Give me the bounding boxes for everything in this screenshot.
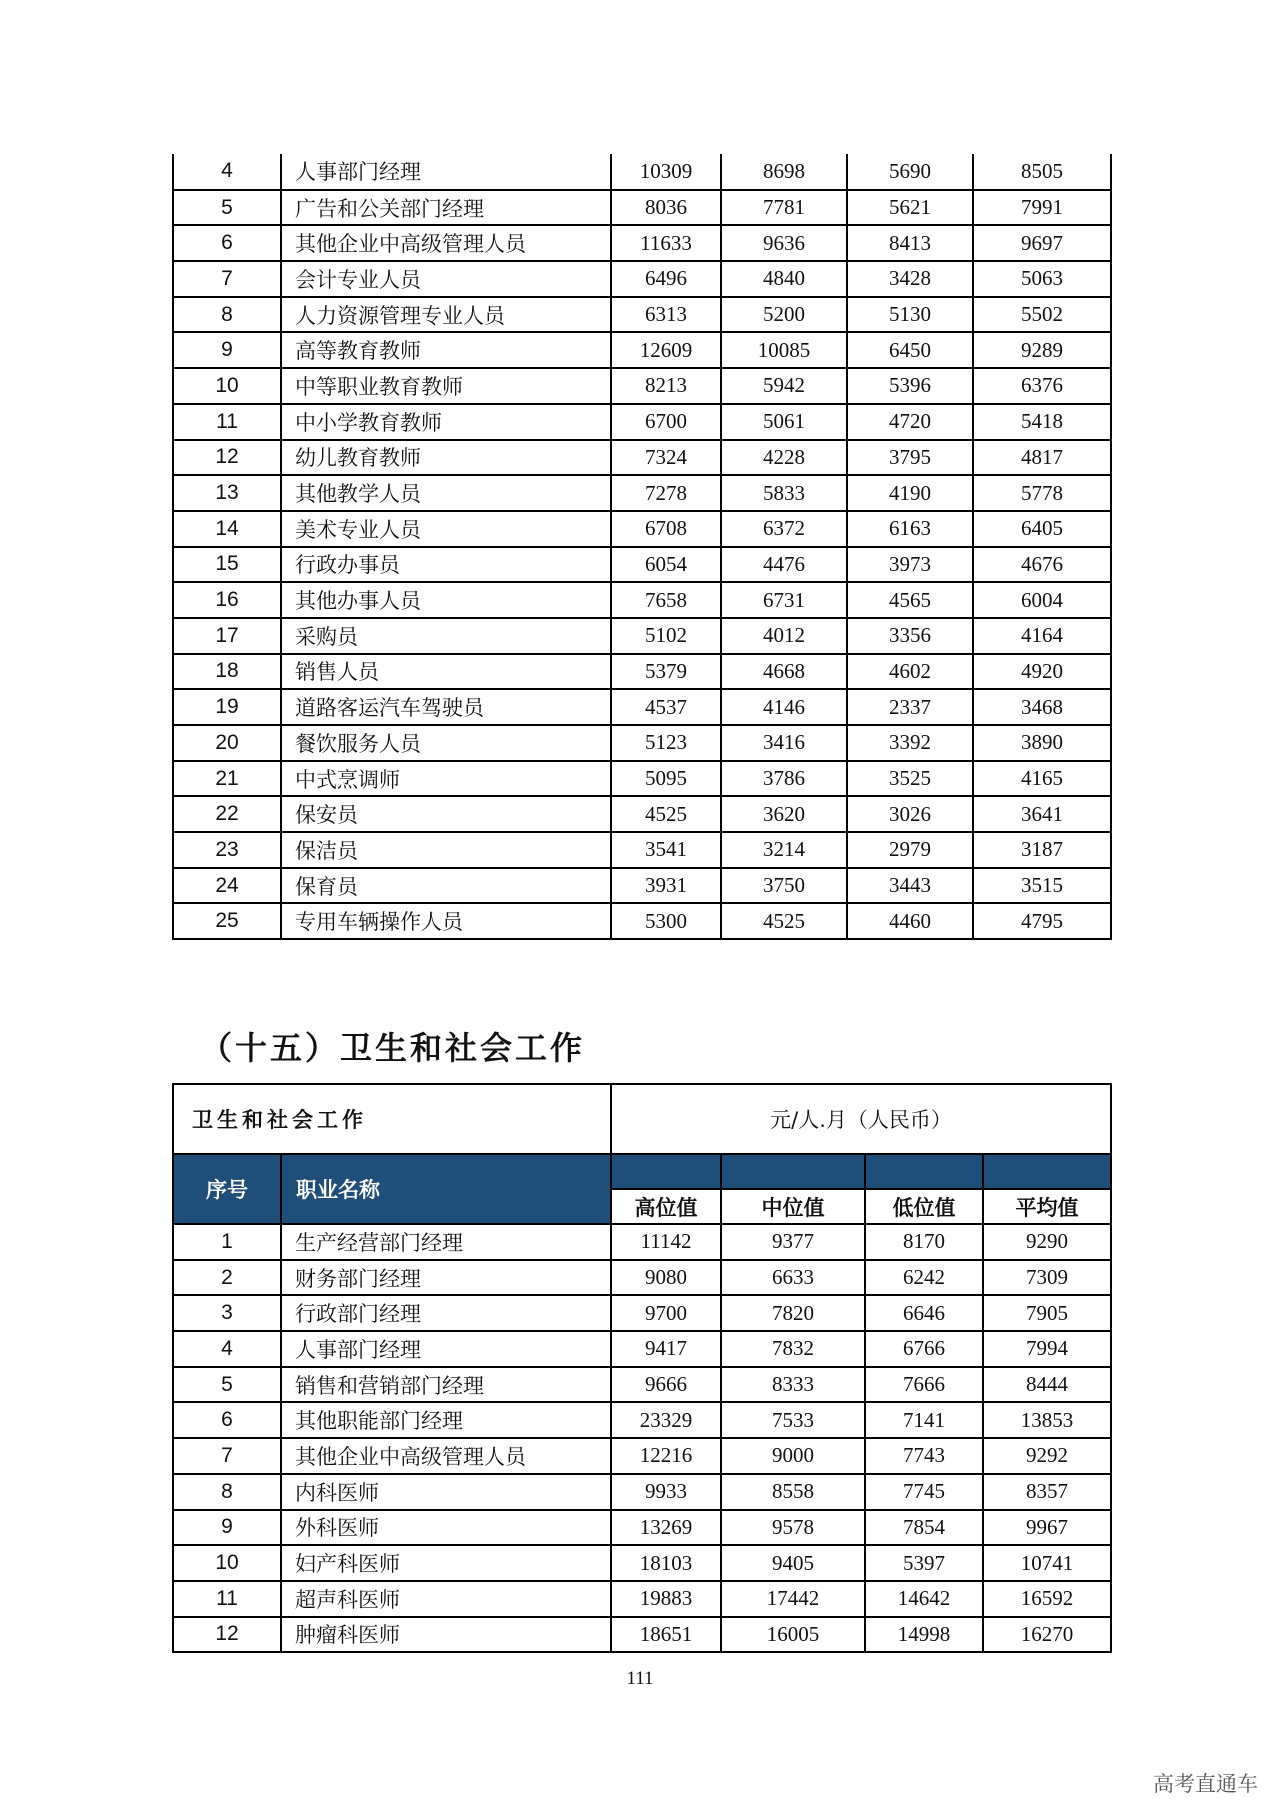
header-blue-spacer <box>983 1154 1111 1189</box>
table-row <box>173 725 1111 761</box>
low-value: 3392 <box>847 725 973 761</box>
row-index: 4 <box>173 154 281 190</box>
row-index: 8 <box>173 297 281 333</box>
row-index: 24 <box>173 868 281 904</box>
median-value: 6731 <box>721 582 847 618</box>
header-mid: 中位值 <box>721 1189 865 1224</box>
row-index: 7 <box>173 261 281 297</box>
average-value: 8357 <box>983 1474 1111 1510</box>
row-index: 18 <box>173 654 281 690</box>
table-row <box>173 1581 1111 1617</box>
median-value: 3214 <box>721 832 847 868</box>
occupation-name: 保安员 <box>281 796 611 832</box>
median-value: 5061 <box>721 404 847 440</box>
average-value: 4164 <box>973 618 1111 654</box>
row-index: 11 <box>173 404 281 440</box>
table-row <box>173 225 1111 261</box>
low-value: 7666 <box>865 1367 983 1403</box>
low-value: 3973 <box>847 547 973 583</box>
average-value: 16592 <box>983 1581 1111 1617</box>
median-value: 9405 <box>721 1545 865 1581</box>
row-index: 16 <box>173 582 281 618</box>
average-value: 9290 <box>983 1224 1111 1260</box>
median-value: 9377 <box>721 1224 865 1260</box>
median-value: 5942 <box>721 368 847 404</box>
low-value: 6646 <box>865 1295 983 1331</box>
row-index: 15 <box>173 547 281 583</box>
occupation-name: 中小学教育教师 <box>281 404 611 440</box>
salary-table-continued <box>172 154 1112 940</box>
table-row <box>173 618 1111 654</box>
median-value: 3750 <box>721 868 847 904</box>
average-value: 5063 <box>973 261 1111 297</box>
low-value: 5621 <box>847 190 973 226</box>
high-value: 6700 <box>611 404 721 440</box>
row-index: 1 <box>173 1224 281 1260</box>
median-value: 5833 <box>721 475 847 511</box>
average-value: 4920 <box>973 654 1111 690</box>
occupation-name: 其他职能部门经理 <box>281 1402 611 1438</box>
row-index: 8 <box>173 1474 281 1510</box>
row-index: 10 <box>173 368 281 404</box>
median-value: 10085 <box>721 332 847 368</box>
header-blue-spacer <box>865 1154 983 1189</box>
occupation-name: 保育员 <box>281 868 611 904</box>
table-row <box>173 1260 1111 1296</box>
median-value: 3786 <box>721 761 847 797</box>
average-value: 4817 <box>973 440 1111 476</box>
average-value: 7991 <box>973 190 1111 226</box>
table-row <box>173 440 1111 476</box>
average-value: 5418 <box>973 404 1111 440</box>
occupation-name: 超声科医师 <box>281 1581 611 1617</box>
low-value: 3525 <box>847 761 973 797</box>
high-value: 7278 <box>611 475 721 511</box>
occupation-name: 其他企业中高级管理人员 <box>281 225 611 261</box>
row-index: 3 <box>173 1295 281 1331</box>
average-value: 3890 <box>973 725 1111 761</box>
occupation-name: 广告和公关部门经理 <box>281 190 611 226</box>
median-value: 4476 <box>721 547 847 583</box>
row-index: 9 <box>173 1510 281 1546</box>
table-row <box>173 1402 1111 1438</box>
high-value: 6054 <box>611 547 721 583</box>
row-index: 12 <box>173 1617 281 1653</box>
table-caption: 卫生和社会工作 <box>173 1084 611 1154</box>
table-row <box>173 1438 1111 1474</box>
high-value: 9933 <box>611 1474 721 1510</box>
row-index: 12 <box>173 440 281 476</box>
occupation-name: 采购员 <box>281 618 611 654</box>
median-value: 4840 <box>721 261 847 297</box>
table-row <box>173 1474 1111 1510</box>
row-index: 25 <box>173 903 281 939</box>
high-value: 18103 <box>611 1545 721 1581</box>
table-row <box>173 796 1111 832</box>
table-row <box>173 261 1111 297</box>
row-index: 14 <box>173 511 281 547</box>
occupation-name: 其他企业中高级管理人员 <box>281 1438 611 1474</box>
average-value: 7309 <box>983 1260 1111 1296</box>
table-body <box>173 1224 1111 1652</box>
low-value: 3356 <box>847 618 973 654</box>
occupation-name: 餐饮服务人员 <box>281 725 611 761</box>
low-value: 8413 <box>847 225 973 261</box>
high-value: 23329 <box>611 1402 721 1438</box>
row-index: 4 <box>173 1331 281 1367</box>
occupation-name: 高等教育教师 <box>281 332 611 368</box>
average-value: 9697 <box>973 225 1111 261</box>
low-value: 2979 <box>847 832 973 868</box>
median-value: 17442 <box>721 1581 865 1617</box>
low-value: 7854 <box>865 1510 983 1546</box>
header-index: 序号 <box>173 1154 281 1224</box>
low-value: 14998 <box>865 1617 983 1653</box>
low-value: 6163 <box>847 511 973 547</box>
high-value: 5095 <box>611 761 721 797</box>
average-value: 9289 <box>973 332 1111 368</box>
low-value: 7743 <box>865 1438 983 1474</box>
header-low: 低位值 <box>865 1189 983 1224</box>
average-value: 9967 <box>983 1510 1111 1546</box>
table-row <box>173 1224 1111 1260</box>
row-index: 5 <box>173 190 281 226</box>
average-value: 16270 <box>983 1617 1111 1653</box>
occupation-name: 人事部门经理 <box>281 154 611 190</box>
table-row <box>173 689 1111 725</box>
low-value: 3026 <box>847 796 973 832</box>
table-row <box>173 903 1111 939</box>
high-value: 11633 <box>611 225 721 261</box>
occupation-name: 人事部门经理 <box>281 1331 611 1367</box>
high-value: 19883 <box>611 1581 721 1617</box>
caption-row <box>173 1084 1111 1154</box>
table-body <box>173 154 1111 939</box>
median-value: 7533 <box>721 1402 865 1438</box>
high-value: 12609 <box>611 332 721 368</box>
table-row <box>173 511 1111 547</box>
table-row <box>173 1295 1111 1331</box>
median-value: 6633 <box>721 1260 865 1296</box>
average-value: 13853 <box>983 1402 1111 1438</box>
median-value: 4146 <box>721 689 847 725</box>
median-value: 7820 <box>721 1295 865 1331</box>
average-value: 5502 <box>973 297 1111 333</box>
high-value: 10309 <box>611 154 721 190</box>
low-value: 3428 <box>847 261 973 297</box>
median-value: 4525 <box>721 903 847 939</box>
header-blue-spacer <box>611 1154 721 1189</box>
occupation-name: 销售和营销部门经理 <box>281 1367 611 1403</box>
average-value: 5778 <box>973 475 1111 511</box>
high-value: 6313 <box>611 297 721 333</box>
average-value: 3641 <box>973 796 1111 832</box>
table-row <box>173 761 1111 797</box>
average-value: 4676 <box>973 547 1111 583</box>
high-value: 5379 <box>611 654 721 690</box>
row-index: 9 <box>173 332 281 368</box>
unit-label: 元/人.月（人民币） <box>611 1084 1111 1154</box>
median-value: 9578 <box>721 1510 865 1546</box>
table-row <box>173 832 1111 868</box>
watermark-text: 高考直通车 <box>1153 1772 1258 1796</box>
occupation-name: 妇产科医师 <box>281 1545 611 1581</box>
high-value: 3541 <box>611 832 721 868</box>
occupation-name: 人力资源管理专业人员 <box>281 297 611 333</box>
occupation-name: 行政办事员 <box>281 547 611 583</box>
low-value: 4720 <box>847 404 973 440</box>
high-value: 9700 <box>611 1295 721 1331</box>
low-value: 5396 <box>847 368 973 404</box>
median-value: 3416 <box>721 725 847 761</box>
occupation-name: 内科医师 <box>281 1474 611 1510</box>
average-value: 4795 <box>973 903 1111 939</box>
row-index: 23 <box>173 832 281 868</box>
table-row <box>173 1545 1111 1581</box>
row-index: 17 <box>173 618 281 654</box>
high-value: 8213 <box>611 368 721 404</box>
median-value: 4668 <box>721 654 847 690</box>
table-row <box>173 190 1111 226</box>
median-value: 8698 <box>721 154 847 190</box>
table-row <box>173 1367 1111 1403</box>
occupation-name: 美术专业人员 <box>281 511 611 547</box>
occupation-name: 中式烹调师 <box>281 761 611 797</box>
table-row <box>173 297 1111 333</box>
average-value: 7994 <box>983 1331 1111 1367</box>
page-number: 111 <box>626 1668 654 1689</box>
high-value: 12216 <box>611 1438 721 1474</box>
high-value: 9666 <box>611 1367 721 1403</box>
average-value: 3515 <box>973 868 1111 904</box>
average-value: 9292 <box>983 1438 1111 1474</box>
row-index: 20 <box>173 725 281 761</box>
high-value: 3931 <box>611 868 721 904</box>
table-row <box>173 154 1111 190</box>
low-value: 4460 <box>847 903 973 939</box>
table-row <box>173 332 1111 368</box>
occupation-name: 其他教学人员 <box>281 475 611 511</box>
median-value: 8558 <box>721 1474 865 1510</box>
median-value: 9000 <box>721 1438 865 1474</box>
row-index: 11 <box>173 1581 281 1617</box>
row-index: 13 <box>173 475 281 511</box>
low-value: 6242 <box>865 1260 983 1296</box>
section-title: （十五）卫生和社会工作 <box>200 1029 586 1067</box>
median-value: 4012 <box>721 618 847 654</box>
low-value: 4190 <box>847 475 973 511</box>
occupation-name: 行政部门经理 <box>281 1295 611 1331</box>
low-value: 3795 <box>847 440 973 476</box>
median-value: 4228 <box>721 440 847 476</box>
low-value: 7745 <box>865 1474 983 1510</box>
table-row <box>173 1331 1111 1367</box>
median-value: 6372 <box>721 511 847 547</box>
row-index: 6 <box>173 225 281 261</box>
high-value: 9080 <box>611 1260 721 1296</box>
occupation-name: 道路客运汽车驾驶员 <box>281 689 611 725</box>
health-social-work-salary-table <box>172 1083 1112 1653</box>
average-value: 10741 <box>983 1545 1111 1581</box>
high-value: 5123 <box>611 725 721 761</box>
table-row <box>173 1510 1111 1546</box>
median-value: 7832 <box>721 1331 865 1367</box>
low-value: 5397 <box>865 1545 983 1581</box>
high-value: 9417 <box>611 1331 721 1367</box>
occupation-name: 财务部门经理 <box>281 1260 611 1296</box>
row-index: 2 <box>173 1260 281 1296</box>
low-value: 7141 <box>865 1402 983 1438</box>
median-value: 16005 <box>721 1617 865 1653</box>
high-value: 6496 <box>611 261 721 297</box>
average-value: 7905 <box>983 1295 1111 1331</box>
occupation-name: 其他办事人员 <box>281 582 611 618</box>
average-value: 8505 <box>973 154 1111 190</box>
occupation-name: 肿瘤科医师 <box>281 1617 611 1653</box>
high-value: 5300 <box>611 903 721 939</box>
average-value: 3468 <box>973 689 1111 725</box>
occupation-name: 中等职业教育教师 <box>281 368 611 404</box>
median-value: 5200 <box>721 297 847 333</box>
row-index: 7 <box>173 1438 281 1474</box>
header-occupation: 职业名称 <box>281 1154 611 1224</box>
row-index: 6 <box>173 1402 281 1438</box>
table-header <box>173 1084 1111 1224</box>
average-value: 8444 <box>983 1367 1111 1403</box>
high-value: 5102 <box>611 618 721 654</box>
average-value: 6004 <box>973 582 1111 618</box>
header-row-top <box>173 1154 1111 1189</box>
average-value: 4165 <box>973 761 1111 797</box>
low-value: 2337 <box>847 689 973 725</box>
table-row <box>173 654 1111 690</box>
header-high: 高位值 <box>611 1189 721 1224</box>
low-value: 4602 <box>847 654 973 690</box>
high-value: 18651 <box>611 1617 721 1653</box>
high-value: 8036 <box>611 190 721 226</box>
low-value: 4565 <box>847 582 973 618</box>
median-value: 8333 <box>721 1367 865 1403</box>
occupation-name: 专用车辆操作人员 <box>281 903 611 939</box>
table-row <box>173 404 1111 440</box>
low-value: 6450 <box>847 332 973 368</box>
average-value: 3187 <box>973 832 1111 868</box>
low-value: 8170 <box>865 1224 983 1260</box>
row-index: 19 <box>173 689 281 725</box>
occupation-name: 保洁员 <box>281 832 611 868</box>
table-row <box>173 582 1111 618</box>
high-value: 7324 <box>611 440 721 476</box>
high-value: 4537 <box>611 689 721 725</box>
median-value: 9636 <box>721 225 847 261</box>
table-row <box>173 868 1111 904</box>
average-value: 6405 <box>973 511 1111 547</box>
table-row <box>173 547 1111 583</box>
high-value: 6708 <box>611 511 721 547</box>
row-index: 22 <box>173 796 281 832</box>
row-index: 5 <box>173 1367 281 1403</box>
median-value: 3620 <box>721 796 847 832</box>
row-index: 21 <box>173 761 281 797</box>
low-value: 6766 <box>865 1331 983 1367</box>
row-index: 10 <box>173 1545 281 1581</box>
average-value: 6376 <box>973 368 1111 404</box>
header-avg: 平均值 <box>983 1189 1111 1224</box>
high-value: 13269 <box>611 1510 721 1546</box>
header-blue-spacer <box>721 1154 865 1189</box>
low-value: 5130 <box>847 297 973 333</box>
occupation-name: 生产经营部门经理 <box>281 1224 611 1260</box>
occupation-name: 销售人员 <box>281 654 611 690</box>
occupation-name: 外科医师 <box>281 1510 611 1546</box>
high-value: 4525 <box>611 796 721 832</box>
low-value: 5690 <box>847 154 973 190</box>
table-row <box>173 475 1111 511</box>
table-row <box>173 1617 1111 1653</box>
occupation-name: 幼儿教育教师 <box>281 440 611 476</box>
high-value: 7658 <box>611 582 721 618</box>
high-value: 11142 <box>611 1224 721 1260</box>
occupation-name: 会计专业人员 <box>281 261 611 297</box>
low-value: 3443 <box>847 868 973 904</box>
table-row <box>173 368 1111 404</box>
median-value: 7781 <box>721 190 847 226</box>
low-value: 14642 <box>865 1581 983 1617</box>
